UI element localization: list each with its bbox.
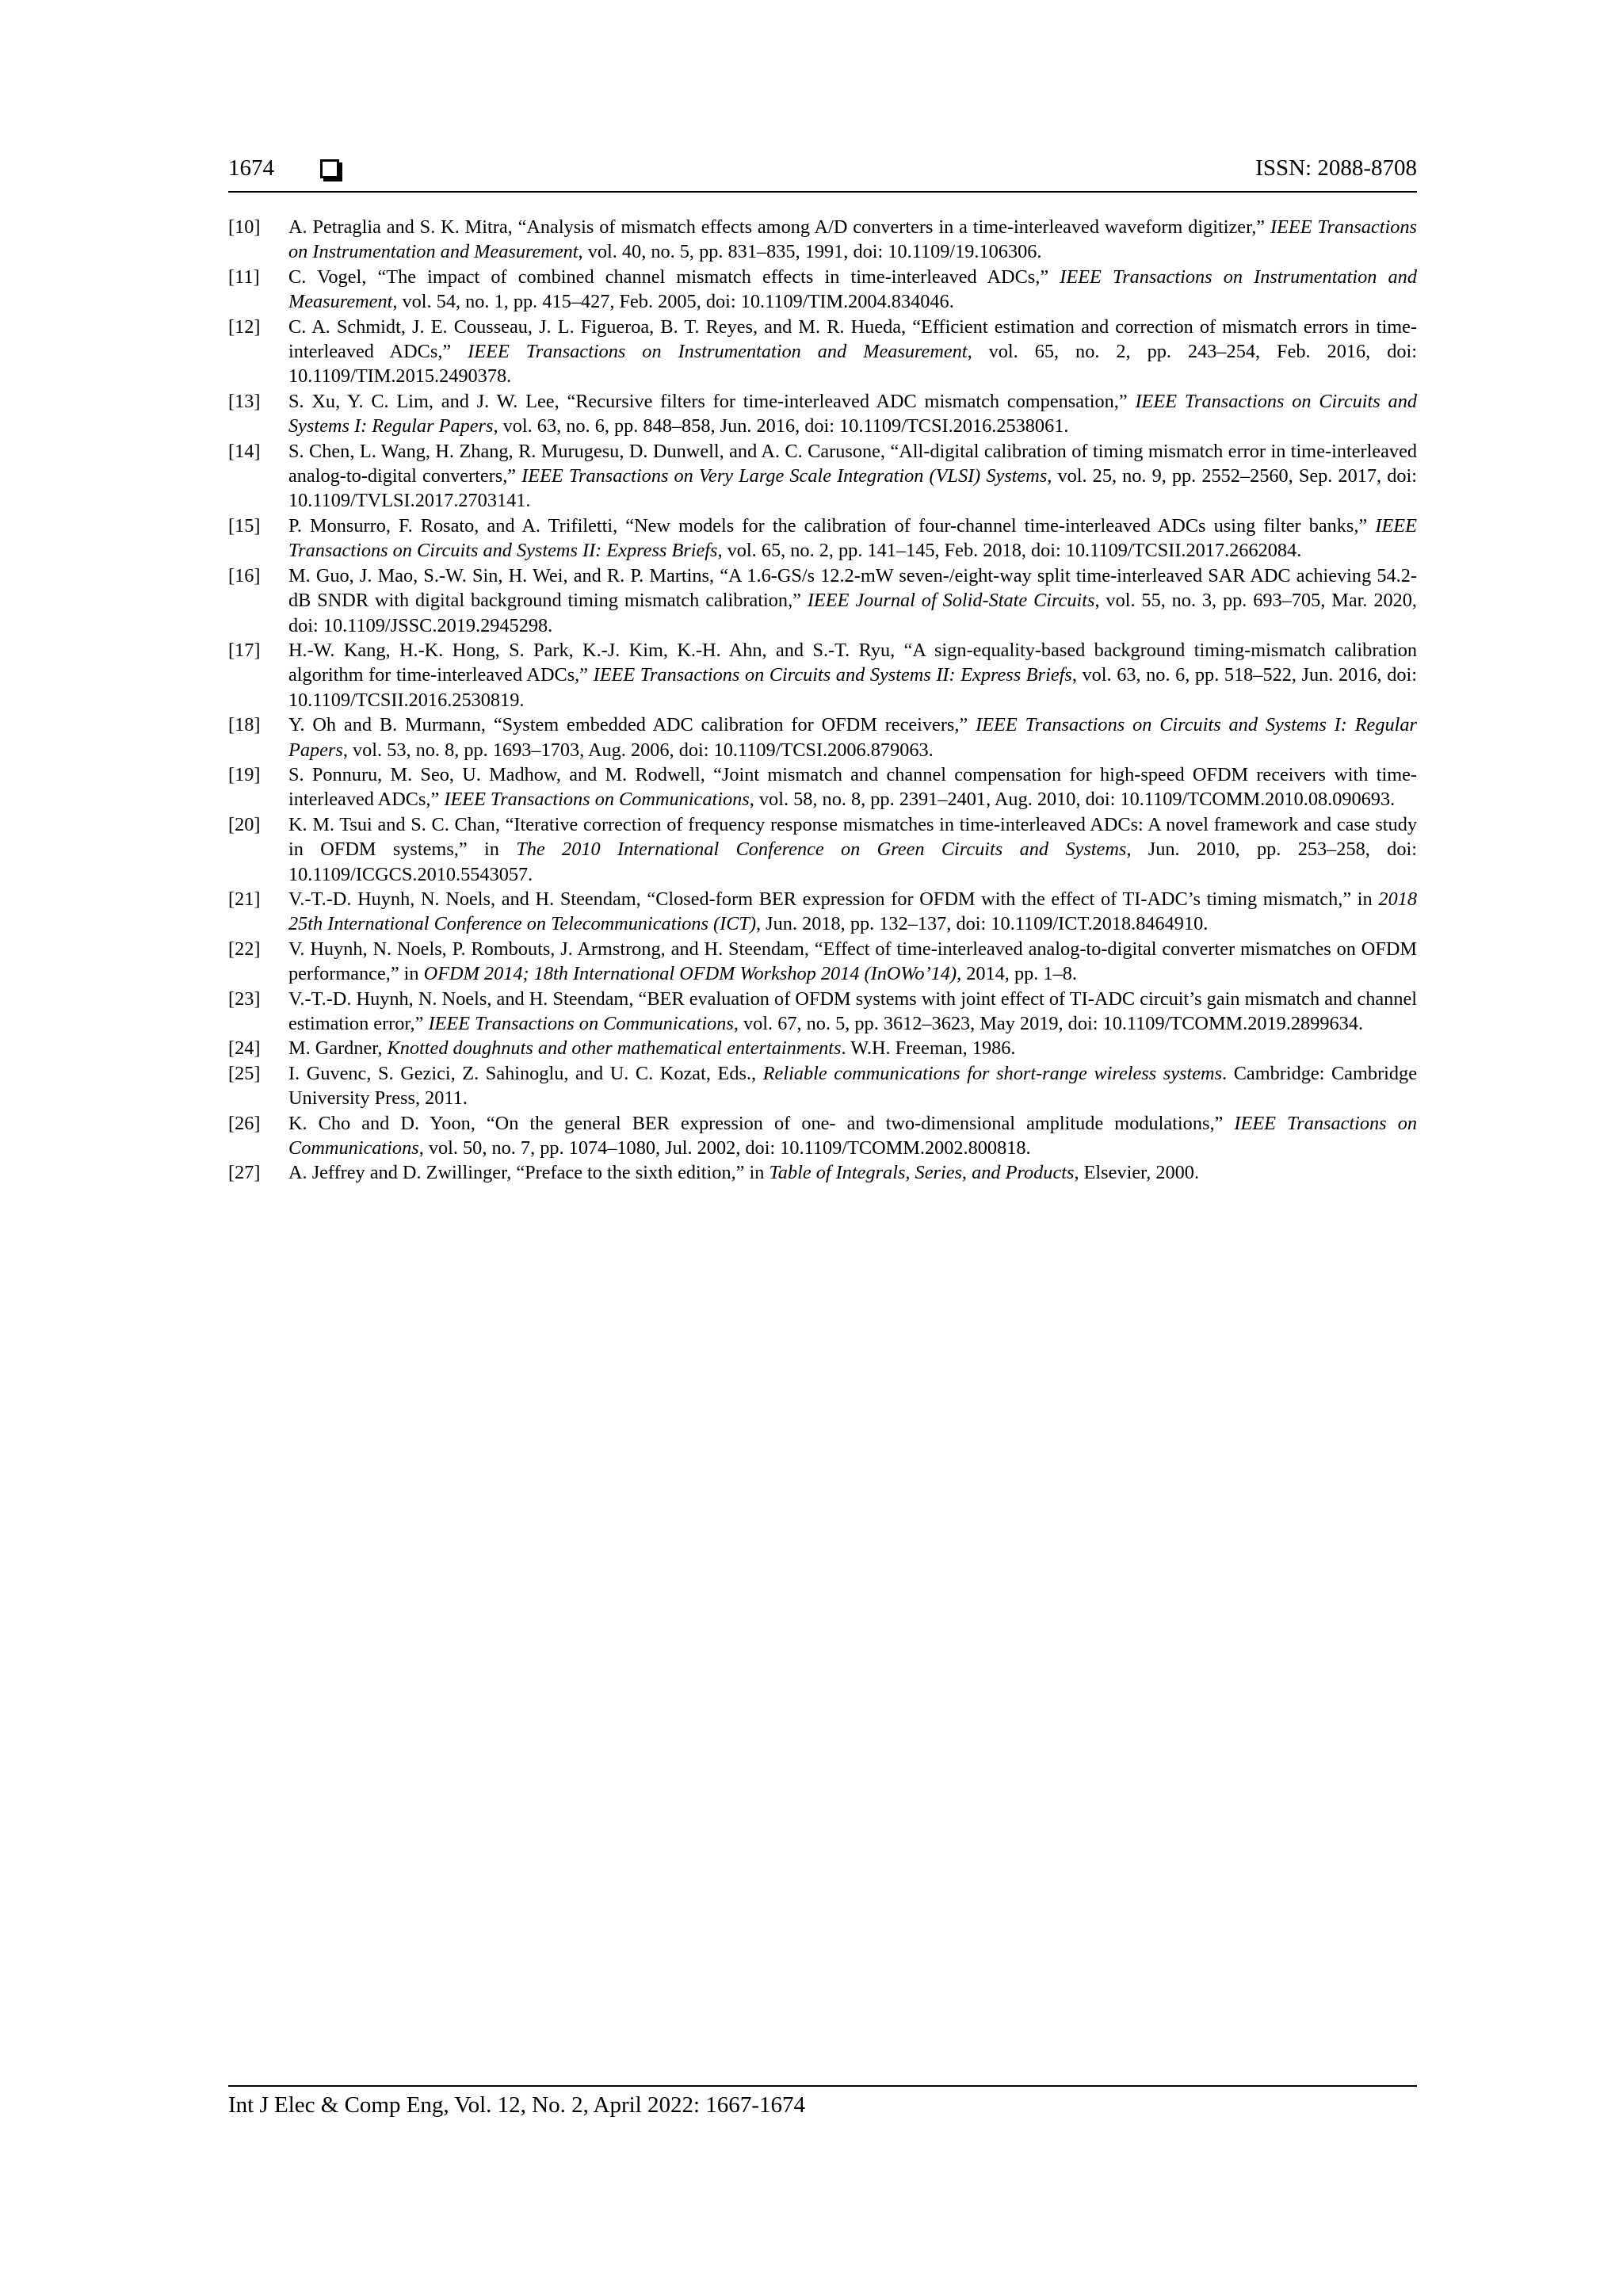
reference-text: [288, 1037, 1016, 1059]
reference-entry: [228, 712, 1417, 762]
reference-venue: OFDM 2014; 18th International OFDM Workshop 2014 (InOWo’14): [423, 963, 957, 985]
reference-text: [288, 316, 1417, 388]
reference-venue: IEEE Transactions on Communications: [288, 1112, 1417, 1159]
reference-text: [288, 515, 1417, 561]
footer-divider: [228, 2085, 1417, 2087]
reference-number: [17]: [228, 639, 261, 661]
reference-list: [228, 215, 1417, 1186]
reference-number: [18]: [228, 714, 261, 736]
reference-number: [27]: [228, 1162, 261, 1184]
reference-venue: The 2010 International Conference on Green Circuits and Systems: [516, 839, 1127, 861]
reference-number: [26]: [228, 1112, 261, 1134]
reference-entry: [228, 1111, 1417, 1161]
reference-number: [14]: [228, 440, 261, 462]
reference-entry: [228, 937, 1417, 987]
reference-number: [19]: [228, 763, 261, 785]
reference-text: [288, 391, 1417, 437]
reference-text: [288, 1162, 1199, 1183]
reference-number: [24]: [228, 1037, 261, 1060]
reference-details: , vol. 40, no. 5, pp. 831–835, 1991, doi: 10.1109/19.106306.: [578, 241, 1042, 263]
reference-venue: IEEE Transactions on Circuits and Systems II: Express Briefs: [288, 514, 1417, 562]
reference-details: , vol. 65, no. 2, pp. 141–145, Feb. 2018, doi: 10.1109/TCSII.2017.2662084.: [717, 540, 1302, 562]
reference-details: , vol. 54, no. 1, pp. 415–427, Feb. 2005, doi: 10.1109/TIM.2004.834046.: [392, 291, 954, 313]
reference-number: [21]: [228, 888, 261, 910]
reference-authors-title: S. Xu, Y. C. Lim, and J. W. Lee, “Recursive filters for time-interleaved ADC mismatch compensation,”: [288, 390, 1128, 412]
page-number: 1674: [228, 155, 274, 181]
reference-authors-title: M. Guo, J. Mao, S.-W. Sin, H. Wei, and R. P. Martins, “A 1.6-GS/s 12.2-mW seven-/eight-way split time-interleaved SAR ADC achieving 54.2-dB SNDR with digital background timing mismatch calibration,”: [288, 564, 1417, 612]
reference-details: , vol. 58, no. 8, pp. 2391–2401, Aug. 2010, doi: 10.1109/TCOMM.2010.08.090693.: [749, 789, 1396, 811]
reference-number: [22]: [228, 938, 261, 960]
reference-details: . W.H. Freeman, 1986.: [841, 1037, 1016, 1060]
reference-authors-title: C. A. Schmidt, J. E. Cousseau, J. L. Figueroa, B. T. Reyes, and M. R. Hueda, “Efficient estimation and correction of mismatch errors in time-interleaved ADCs,”: [288, 315, 1417, 363]
page-footer: Int J Elec & Comp Eng, Vol. 12, No. 2, April 2022: 1667-1674: [228, 2092, 805, 2118]
reference-entry: [228, 1061, 1417, 1111]
reference-authors-title: V.-T.-D. Huynh, N. Noels, and H. Steendam, “BER evaluation of OFDM systems with joint effect of TI-ADC circuit’s gain mismatch and channel estimation error,”: [288, 988, 1417, 1034]
reference-number: [11]: [228, 266, 260, 288]
reference-entry: [228, 315, 1417, 389]
reference-authors-title: K. Cho and D. Yoon, “On the general BER expression of one- and two-dimensional amplitude modulations,”: [288, 1112, 1224, 1134]
reference-number: [20]: [228, 813, 261, 835]
reference-number: [10]: [228, 216, 261, 238]
reference-authors-title: H.-W. Kang, H.-K. Hong, S. Park, K.-J. Kim, K.-H. Ahn, and S.-T. Ryu, “A sign-equality-based background timing-mismatch calibration algorithm for time-interleaved ADCs,”: [288, 639, 1417, 686]
reference-entry: [228, 265, 1417, 315]
reference-details: , Jun. 2018, pp. 132–137, doi: 10.1109/ICT.2018.8464910.: [756, 913, 1209, 935]
reference-authors-title: C. Vogel, “The impact of combined channel mismatch effects in time-interleaved ADCs,”: [288, 266, 1049, 288]
reference-entry: [228, 887, 1417, 937]
reference-entry: [228, 215, 1417, 265]
reference-entry: [228, 812, 1417, 887]
reference-venue: Knotted doughnuts and other mathematical entertainments: [387, 1037, 842, 1060]
reference-venue: IEEE Transactions on Instrumentation and Measurement: [288, 266, 1417, 313]
reference-venue: IEEE Transactions on Circuits and Systems II: Express Briefs: [593, 664, 1072, 686]
reference-details: , Elsevier, 2000.: [1074, 1162, 1200, 1184]
reference-text: [288, 988, 1417, 1034]
reference-number: [12]: [228, 315, 261, 338]
reference-details: , vol. 65, no. 2, pp. 243–254, Feb. 2016, doi: 10.1109/TIM.2015.2490378.: [288, 341, 1417, 388]
reference-text: [288, 216, 1417, 262]
reference-text: [288, 938, 1417, 984]
reference-details: . Cambridge: Cambridge University Press, 2011.: [288, 1062, 1417, 1110]
page-header: [228, 155, 1417, 189]
reference-venue: Table of Integrals, Series, and Products: [769, 1162, 1075, 1184]
reference-details: , vol. 25, no. 9, pp. 2552–2560, Sep. 2017, doi: 10.1109/TVLSI.2017.2703141.: [288, 465, 1418, 512]
reference-entry: [228, 514, 1417, 563]
reference-details: , vol. 53, no. 8, pp. 1693–1703, Aug. 2006, doi: 10.1109/TCSI.2006.879063.: [342, 739, 934, 761]
reference-text: [288, 266, 1417, 312]
reference-venue: IEEE Transactions on Very Large Scale Integration (VLSI) Systems: [521, 465, 1048, 487]
reference-authors-title: V.-T.-D. Huynh, N. Noels, and H. Steendam, “Closed-form BER expression for OFDM with the effect of TI-ADC’s timing mismatch,” in: [288, 888, 1373, 910]
reference-authors-title: A. Petraglia and S. K. Mitra, “Analysis of mismatch effects among A/D converters in a time-interleaved waveform digitizer,”: [288, 216, 1266, 238]
reference-venue: IEEE Transactions on Communications: [444, 789, 750, 811]
reference-text: [288, 888, 1417, 934]
reference-text: [288, 764, 1417, 810]
reference-authors-title: V. Huynh, N. Noels, P. Rombouts, J. Armstrong, and H. Steendam, “Effect of time-interleaved analog-to-digital converter mismatches on OFDM performance,” in: [288, 938, 1417, 985]
reference-text: [288, 714, 1417, 760]
reference-text: [288, 1063, 1417, 1109]
reference-number: [13]: [228, 390, 261, 412]
reference-details: , vol. 67, no. 5, pp. 3612–3623, May 2019, doi: 10.1109/TCOMM.2019.2899634.: [733, 1013, 1364, 1034]
reference-entry: [228, 389, 1417, 439]
reference-details: , Jun. 2010, pp. 253–258, doi: 10.1109/ICGCS.2010.5543057.: [288, 839, 1417, 885]
reference-details: , vol. 63, no. 6, pp. 848–858, Jun. 2016, doi: 10.1109/TCSI.2016.2538061.: [493, 415, 1069, 437]
reference-venue: IEEE Transactions on Circuits and Systems I: Regular Papers: [288, 390, 1418, 437]
reference-number: [25]: [228, 1062, 261, 1084]
reference-venue: IEEE Transactions on Instrumentation and Measurement: [288, 216, 1417, 263]
reference-text: [288, 565, 1417, 636]
reference-authors-title: M. Gardner,: [288, 1037, 383, 1060]
reference-authors-title: Y. Oh and B. Murmann, “System embedded ADC calibration for OFDM receivers,”: [288, 714, 968, 736]
reference-venue: IEEE Journal of Solid-State Circuits: [807, 590, 1095, 612]
issn-label: ISSN: 2088-8708: [1255, 155, 1417, 181]
reference-details: , vol. 50, no. 7, pp. 1074–1080, Jul. 2002, doi: 10.1109/TCOMM.2002.800818.: [418, 1137, 1031, 1159]
reference-details: , 2014, pp. 1–8.: [957, 963, 1077, 985]
reference-entry: [228, 987, 1417, 1037]
reference-venue: 2018 25th International Conference on Telecommunications (ICT): [288, 888, 1418, 935]
reference-venue: IEEE Transactions on Communications: [428, 1013, 734, 1034]
square-bullet-icon: [320, 159, 339, 178]
reference-authors-title: P. Monsurro, F. Rosato, and A. Trifiletti, “New models for the calibration of four-channel time-interleaved ADCs using filter banks,”: [288, 514, 1368, 537]
reference-venue: IEEE Transactions on Instrumentation and Measurement: [468, 341, 968, 363]
reference-number: [23]: [228, 988, 261, 1010]
reference-authors-title: S. Ponnuru, M. Seo, U. Madhow, and M. Rodwell, “Joint mismatch and channel compensation for high-speed OFDM receivers with time-interleaved ADCs,”: [288, 763, 1417, 811]
reference-authors-title: K. M. Tsui and S. C. Chan, “Iterative correction of frequency response mismatches in time-interleaved ADCs: A novel framework and case study in OFDM systems,” in: [288, 813, 1417, 861]
reference-entry: [228, 638, 1417, 712]
reference-text: [288, 441, 1417, 512]
reference-entry: [228, 762, 1417, 812]
reference-number: [15]: [228, 514, 261, 537]
reference-venue: IEEE Transactions on Circuits and Systems I: Regular Papers: [288, 714, 1417, 761]
reference-authors-title: A. Jeffrey and D. Zwillinger, “Preface to the sixth edition,” in: [288, 1162, 765, 1184]
reference-entry: [228, 563, 1417, 638]
reference-details: , vol. 63, no. 6, pp. 518–522, Jun. 2016, doi: 10.1109/TCSII.2016.2530819.: [288, 664, 1418, 711]
reference-venue: Reliable communications for short-range wireless systems: [762, 1062, 1223, 1084]
reference-text: [288, 1113, 1417, 1159]
reference-entry: [228, 439, 1417, 514]
reference-details: , vol. 55, no. 3, pp. 693–705, Mar. 2020, doi: 10.1109/JSSC.2019.2945298.: [288, 590, 1418, 636]
reference-text: [288, 640, 1417, 711]
reference-entry: [228, 1160, 1417, 1185]
reference-number: [16]: [228, 564, 261, 586]
header-divider: [228, 191, 1417, 193]
reference-text: [288, 814, 1417, 885]
reference-authors-title: I. Guvenc, S. Gezici, Z. Sahinoglu, and U. C. Kozat, Eds.,: [288, 1062, 757, 1084]
reference-authors-title: S. Chen, L. Wang, H. Zhang, R. Murugesu, D. Dunwell, and A. C. Carusone, “All-digital calibration of timing mismatch error in time-interleaved analog-to-digital converters,”: [288, 440, 1417, 487]
reference-entry: [228, 1036, 1417, 1060]
